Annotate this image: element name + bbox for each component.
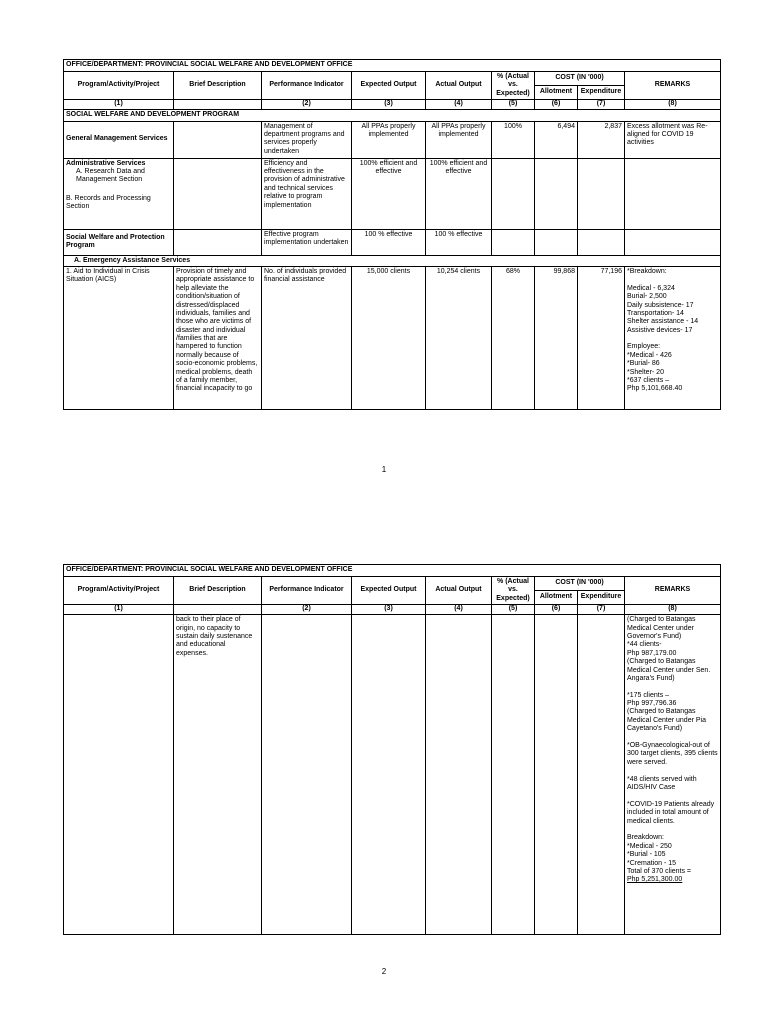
swp-expected: 100 % effective: [352, 229, 426, 255]
empty-cell: [625, 229, 721, 255]
aics-remarks-cont: [625, 615, 721, 935]
admin-actual: 100% efficient and effective: [426, 158, 492, 229]
gms-expenditure: 2,837: [578, 121, 625, 158]
remarks-text: (Charged to Batangas Medical Center under Governor's Fund) *44 clients- Php 987,179.00 (Charged to Batangas Medical Center under Sen. Angara's Fund) *175 clients – Php 997,796.36 (Charged to Batangas Medical Center under Pia Cayetano's Fund) *OB-Gynaecological-out of 300 target clients, 395 clients were served. *48 clients served with AIDS/HIV Case *COVID-19 Patients already included in total amount of medical clients. Breakdown: *Medical - 250 *Burial - 105 *Cremation - 15 Total of 370 clients =: [627, 616, 718, 875]
aics-expenditure: 77,196: [578, 266, 625, 409]
admin-indicator: Efficiency and effectiveness in the provision of administrative and technical services relative to program implementation: [262, 158, 352, 229]
office-title: OFFICE/DEPARTMENT: PROVINCIAL SOCIAL WELFARE AND DEVELOPMENT OFFICE: [64, 565, 721, 577]
admin-brief: [174, 158, 262, 229]
empty-cell: [426, 615, 492, 935]
gms-brief: [174, 121, 262, 158]
col-num: (7): [578, 605, 625, 615]
empty-cell: [262, 615, 352, 935]
aics-program: 1. Aid to Individual in Crisis Situation (AICS): [64, 266, 174, 409]
col-expenditure-header: Expenditure: [578, 591, 625, 605]
empty-cell: [535, 615, 578, 935]
col-actual-header: Actual Output: [426, 577, 492, 605]
col-num: [174, 100, 262, 110]
empty-cell: [64, 615, 174, 935]
table-row: [64, 615, 721, 935]
admin-program-cell: [64, 158, 174, 229]
col-num: [174, 605, 262, 615]
table-row: [64, 121, 721, 158]
page1-table: [63, 59, 721, 410]
col-brief-header: Brief Description: [174, 72, 262, 100]
empty-cell: [578, 615, 625, 935]
empty-cell: [535, 229, 578, 255]
col-num: (2): [262, 605, 352, 615]
empty-cell: [492, 229, 535, 255]
col-remarks-header: REMARKS: [625, 577, 721, 605]
section-title: SOCIAL WELFARE AND DEVELOPMENT PROGRAM: [64, 110, 721, 121]
empty-cell: [352, 615, 426, 935]
empty-cell: [492, 158, 535, 229]
admin-program: Administrative Services: [66, 159, 146, 167]
col-num: (5): [492, 100, 535, 110]
gms-indicator: Management of department programs and services properly undertaken: [262, 121, 352, 158]
col-num: (1): [64, 100, 174, 110]
gms-actual: All PPAs properly implemented: [426, 121, 492, 158]
col-num: (3): [352, 100, 426, 110]
col-num: (7): [578, 100, 625, 110]
col-num: (4): [426, 605, 492, 615]
page-number: 2: [381, 967, 387, 976]
col-remarks-header: REMARKS: [625, 72, 721, 100]
aics-allotment: 99,868: [535, 266, 578, 409]
col-cost-header: COST (IN '000): [535, 577, 625, 591]
swp-indicator: Effective program implementation undertaken: [262, 229, 352, 255]
table-row: [64, 266, 721, 409]
col-indicator-header: Performance Indicator: [262, 577, 352, 605]
table-row: [64, 158, 721, 229]
swp-program: Social Welfare and Protection Program: [64, 229, 174, 255]
empty-cell: [535, 158, 578, 229]
table-row: [64, 229, 721, 255]
aics-indicator: No. of individuals provided financial assistance: [262, 266, 352, 409]
col-num: (5): [492, 605, 535, 615]
col-expected-header: Expected Output: [352, 577, 426, 605]
aics-remarks: *Breakdown: Medical - 6,324 Burial- 2,500 Daily subsistence- 17 Transportation- 14 Shelter assistance - 14 Assistive devices- 17 Employee: *Medical - 426 *Burial- 86 *Shelter- 20 *637 clients – Php 5,101,668.40: [625, 266, 721, 409]
emergency-assistance-title: A. Emergency Assistance Services: [64, 255, 721, 266]
col-brief-header: Brief Description: [174, 577, 262, 605]
aics-expected: 15,000 clients: [352, 266, 426, 409]
aics-pct: 68%: [492, 266, 535, 409]
admin-sub-a: A. Research Data and Management Section: [76, 167, 145, 184]
col-pct-header: % (Actual vs. Expected): [492, 72, 535, 100]
admin-sub-b: B. Records and Processing Section: [66, 194, 151, 211]
office-title: OFFICE/DEPARTMENT: PROVINCIAL SOCIAL WELFARE AND DEVELOPMENT OFFICE: [64, 60, 721, 72]
col-num: (8): [625, 605, 721, 615]
aics-actual: 10,254 clients: [426, 266, 492, 409]
empty-cell: [578, 229, 625, 255]
empty-cell: [578, 158, 625, 229]
swp-actual: 100 % effective: [426, 229, 492, 255]
page-number: 1: [381, 465, 387, 474]
remarks-total: Php 5,251,300.00: [627, 876, 683, 884]
page2-table: [63, 564, 721, 935]
empty-cell: [492, 615, 535, 935]
gms-remarks: Excess allotment was Re-aligned for COVID 19 activities: [625, 121, 721, 158]
col-num: (6): [535, 100, 578, 110]
col-num: (1): [64, 605, 174, 615]
col-actual-header: Actual Output: [426, 72, 492, 100]
aics-brief-cont: back to their place of origin, no capacity to sustain daily sustenance and educational expenses.: [174, 615, 262, 935]
col-allotment-header: Allotment: [535, 591, 578, 605]
col-num: (3): [352, 605, 426, 615]
col-program-header: Program/Activity/Project: [64, 72, 174, 100]
col-num: (2): [262, 100, 352, 110]
col-allotment-header: Allotment: [535, 86, 578, 100]
col-expenditure-header: Expenditure: [578, 86, 625, 100]
empty-cell: [625, 158, 721, 229]
gms-pct: 100%: [492, 121, 535, 158]
col-num: (6): [535, 605, 578, 615]
col-num: (8): [625, 100, 721, 110]
col-num: (4): [426, 100, 492, 110]
col-expected-header: Expected Output: [352, 72, 426, 100]
gms-program: General Management Services: [64, 121, 174, 158]
gms-allotment: 6,494: [535, 121, 578, 158]
gms-expected: All PPAs properly implemented: [352, 121, 426, 158]
col-program-header: Program/Activity/Project: [64, 577, 174, 605]
admin-expected: 100% efficient and effective: [352, 158, 426, 229]
col-cost-header: COST (IN '000): [535, 72, 625, 86]
col-indicator-header: Performance Indicator: [262, 72, 352, 100]
col-pct-header: % (Actual vs. Expected): [492, 577, 535, 605]
aics-brief: Provision of timely and appropriate assistance to help alleviate the condition/situation of distressed/displaced individuals, families and those who are victims of disaster and individual /families that are hampered to function normally because of socio-economic problems, medical problems, death of a family member, financial incapacity to go: [174, 266, 262, 409]
empty-cell: [174, 229, 262, 255]
